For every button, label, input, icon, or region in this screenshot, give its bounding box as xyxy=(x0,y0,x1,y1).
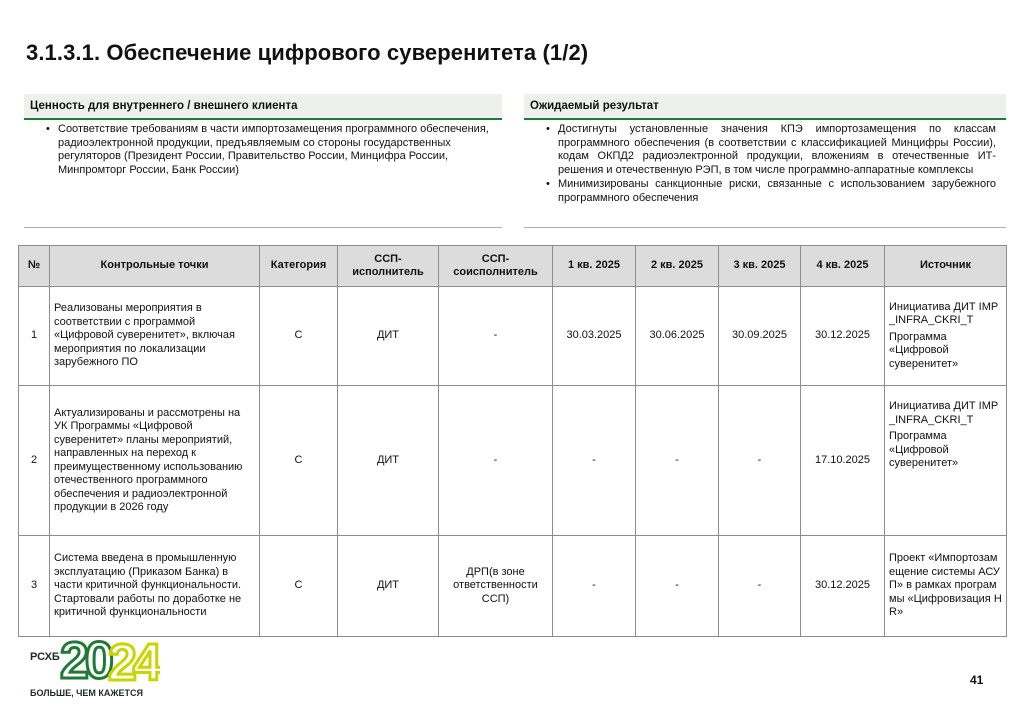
cell-q3: 30.09.2025 xyxy=(719,287,801,386)
cell-ssp-coexec: - xyxy=(439,287,553,386)
cell-ssp-exec: ДИТ xyxy=(338,386,439,536)
source-program: Программа «Цифровой суверенитет» xyxy=(889,430,959,469)
header-q3: 3 кв. 2025 xyxy=(719,246,801,287)
cell-q2: - xyxy=(636,386,719,536)
expected-result-item: • Минимизированы санкционные риски, связанные с использованием зарубежного программного обеспечения xyxy=(524,178,996,205)
cell-checkpoint: Реализованы мероприятия в соответствии с программой «Цифровой суверенитет», включая мероприятия по локализации зарубежного ПО xyxy=(50,287,260,386)
header-ssp-exec: ССП-исполнитель xyxy=(338,246,439,287)
cell-ssp-coexec: ДРП(в зоне ответственности ССП) xyxy=(439,536,553,637)
page-title: 3.1.3.1. Обеспечение цифрового суверенитета (1/2) xyxy=(26,40,589,65)
table-row xyxy=(19,287,1007,386)
client-value-item: • Соответствие требованиям в части импортозамещения программного обеспечения, радиоэлектронной продукции, предъявляемым со стороны государственных регуляторов (Президент России, Правительство России, Минцифра России, Минпромторг России, Банк России) xyxy=(24,123,492,178)
header-source: Источник xyxy=(885,246,1007,287)
cell-q2: 30.06.2025 xyxy=(636,287,719,386)
table-row xyxy=(19,536,1007,637)
header-category: Категория xyxy=(260,246,338,287)
table-header-row xyxy=(19,246,1007,287)
rshb-2024-logo xyxy=(30,630,160,700)
cell-category: С xyxy=(260,287,338,386)
cell-ssp-coexec: - xyxy=(439,386,553,536)
cell-source xyxy=(885,386,1007,536)
logo-slogan: БОЛЬШЕ, ЧЕМ КАЖЕТСЯ xyxy=(30,688,143,698)
header-ssp-coexec: ССП-соисполнитель xyxy=(439,246,553,287)
cell-ssp-exec: ДИТ xyxy=(338,287,439,386)
header-num: № xyxy=(19,246,50,287)
expected-result-heading: Ожидаемый результат xyxy=(524,94,1006,118)
cell-category: С xyxy=(260,536,338,637)
expected-result-divider xyxy=(524,118,1006,120)
cell-category: С xyxy=(260,386,338,536)
logo-year-20: 20 xyxy=(60,632,110,690)
cell-q1: - xyxy=(553,386,636,536)
source-initiative: Инициатива ДИТ IMP_INFRA_CKRI_T xyxy=(889,300,999,327)
page-number: 41 xyxy=(970,673,984,687)
cell-num: 2 xyxy=(19,386,50,536)
cell-q4: 30.12.2025 xyxy=(801,287,885,386)
client-value-heading: Ценность для внутреннего / внешнего клиента xyxy=(24,94,502,118)
header-q1: 1 кв. 2025 xyxy=(553,246,636,287)
cell-ssp-exec: ДИТ xyxy=(338,536,439,637)
header-q4: 4 кв. 2025 xyxy=(801,246,885,287)
cell-q1: 30.03.2025 xyxy=(553,287,636,386)
cell-q4: 30.12.2025 xyxy=(801,536,885,637)
logo-brand: РСХБ xyxy=(30,651,60,663)
cell-q3: - xyxy=(719,536,801,637)
client-value-divider xyxy=(24,118,502,120)
header-checkpoints: Контрольные точки xyxy=(50,246,260,287)
checkpoints-table xyxy=(18,245,1007,637)
logo-year-24: 24 xyxy=(108,634,158,692)
cell-q2: - xyxy=(636,536,719,637)
cell-checkpoint: Актуализированы и рассмотрены на УК Программы «Цифровой суверенитет» планы мероприятий, направленных на переход к преимущественному использованию отечественного программного обеспечения и радиоэлектронной продукции в 2026 году xyxy=(50,386,260,536)
source-initiative: Инициатива ДИТ IMP_INFRA_CKRI_T xyxy=(889,400,999,426)
cell-num: 1 xyxy=(19,287,50,386)
expected-result-item: • Достигнуты установленные значения КПЭ импортозамещения по классам программного обеспечения (в соответствии с классификацией Минцифры России), кодам ОКПД2 радиоэлектронной продукции, вложениям в отечественные ИТ-решения и отечественную РЭП, в том числе программно-аппаратные комплексы xyxy=(524,123,996,178)
client-value-box xyxy=(24,123,502,228)
cell-checkpoint: Система введена в промышленную эксплуатацию (Приказом Банка) в части критичной функциональности. Стартовали работы по доработке не критичной функциональности xyxy=(50,536,260,637)
source-project: Проект «Импортозамещение системы АСУП» в рамках программы «Цифровизация HR» xyxy=(889,552,1002,619)
header-q2: 2 кв. 2025 xyxy=(636,246,719,287)
cell-source xyxy=(885,287,1007,386)
cell-source xyxy=(885,536,1007,637)
cell-num: 3 xyxy=(19,536,50,637)
cell-q4: 17.10.2025 xyxy=(801,386,885,536)
cell-q3: - xyxy=(719,386,801,536)
cell-q1: - xyxy=(553,536,636,637)
table-row xyxy=(19,386,1007,536)
expected-result-box xyxy=(524,123,1006,228)
source-program: Программа «Цифровой суверенитет» xyxy=(889,330,959,370)
